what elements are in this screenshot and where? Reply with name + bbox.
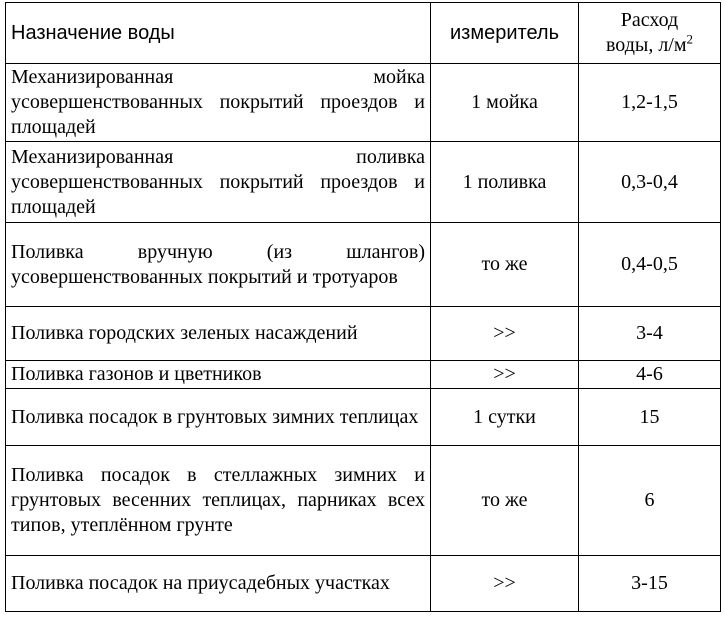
table-row	[6, 64, 721, 142]
row-purpose: Поливка посадок в грунтовых зимних теплицах	[6, 389, 431, 446]
table-row	[6, 307, 721, 361]
table-row	[6, 556, 721, 612]
header-rate-superscript: 2	[686, 31, 694, 47]
table-row	[6, 361, 721, 389]
row-rate: 4-6	[579, 361, 721, 389]
row-rate: 3-4	[579, 307, 721, 361]
row-purpose: Поливка газонов и цветников	[6, 361, 431, 389]
row-rate: 6	[579, 446, 721, 556]
row-purpose: Механизированная поливка усовершенствованных покрытий проездов и площадей	[6, 142, 431, 223]
header-rate-line2: воды, л/м	[605, 34, 687, 56]
water-consumption-table	[5, 2, 721, 612]
header-rate	[579, 3, 721, 64]
table-row	[6, 142, 721, 223]
row-purpose: Поливка посадок на приусадебных участках	[6, 556, 431, 612]
row-unit: 1 сутки	[431, 389, 579, 446]
table-header-row	[6, 3, 721, 64]
row-unit: >>	[431, 361, 579, 389]
table-row	[6, 446, 721, 556]
row-unit: 1 поливка	[431, 142, 579, 223]
row-purpose: Механизированная мойка усовершенствованных покрытий проездов и площадей	[6, 64, 431, 142]
table-row	[6, 389, 721, 446]
row-rate: 3-15	[579, 556, 721, 612]
row-rate: 15	[579, 389, 721, 446]
row-purpose: Поливка вручную (из шлангов) усовершенствованных покрытий и тротуаров	[6, 223, 431, 307]
row-unit: >>	[431, 556, 579, 612]
header-purpose: Назначение воды	[6, 3, 431, 64]
header-rate-line1: Расход	[620, 9, 679, 31]
row-unit: 1 мойка	[431, 64, 579, 142]
row-unit: >>	[431, 307, 579, 361]
row-rate: 1,2-1,5	[579, 64, 721, 142]
table-row	[6, 223, 721, 307]
row-purpose: Поливка посадок в стеллажных зимних и грунтовых весенних теплицах, парниках всех типов, утеплённом грунте	[6, 446, 431, 556]
row-unit: то же	[431, 446, 579, 556]
row-purpose: Поливка городских зеленых насаждений	[6, 307, 431, 361]
row-rate: 0,3-0,4	[579, 142, 721, 223]
row-rate: 0,4-0,5	[579, 223, 721, 307]
header-unit: измеритель	[431, 3, 579, 64]
row-unit: то же	[431, 223, 579, 307]
